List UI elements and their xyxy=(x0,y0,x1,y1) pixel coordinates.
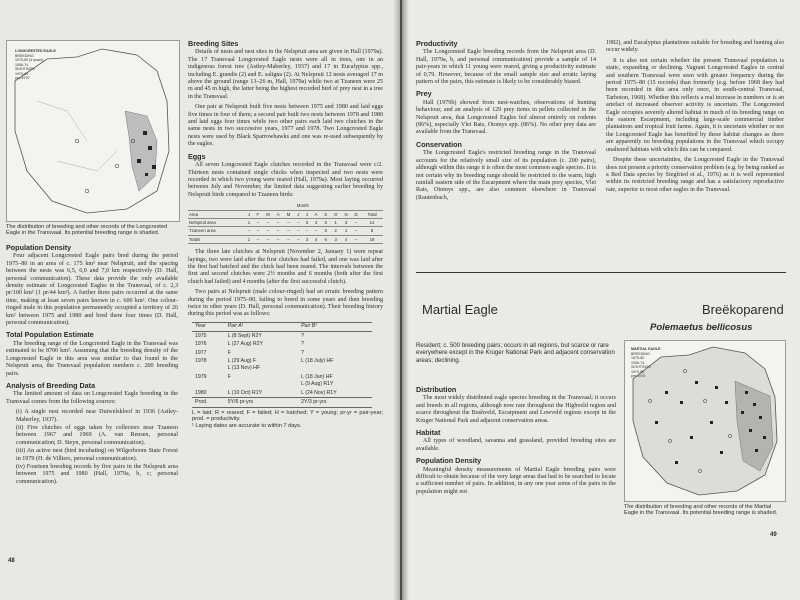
table-cell: – xyxy=(294,227,303,235)
table-cell: 1 xyxy=(245,218,254,226)
table-cell: – xyxy=(294,218,303,226)
column-header: Pair B¹ xyxy=(298,322,372,331)
productivity-heading: Productivity xyxy=(416,39,458,48)
table-cell: 3 xyxy=(341,218,351,226)
breeding-sites-text: Details of nests and nest sites in the Nelspruit area are given in Hall (1979a). The 17 Transvaal Longcrested Eagle nests were all in trees, one in an indigenous forest tree (Astley-Maberley, 1937) and 17 in Eucalyptus spp., including E. grandis (2) and E. saligna (2). At Nelspruit 12 nests averaged 17 m above the ground (range 13–26 m, Hall, 1979a) while two at Tzaneen were 25 m and 45 m high, the latter being the highest recorded bird of prey nest in a tree in the Transvaal. xyxy=(188,49,383,100)
table-cell: 19 xyxy=(361,235,383,243)
table-cell: 1 xyxy=(330,218,341,226)
prey-heading: Prey xyxy=(416,89,432,99)
map-caption: The distribution of breeding and other records of the Longcrested Eagle in the Transvaal. Its potential breeding range is shaded. xyxy=(6,224,168,237)
table-cell: Totals xyxy=(188,235,245,243)
legend-item: 1956-74 xyxy=(631,360,645,365)
table-cell: L (24 Nov) R1Y xyxy=(301,389,337,396)
legend-item: SIGHTINGS xyxy=(631,365,651,369)
right-page xyxy=(402,0,800,600)
table-cell: 3 xyxy=(321,218,331,226)
productivity-text: The Longcrested Eagle breeding records from the Nelspruit area (D. Hall, 1979a, b, and personal communication) provide a sample of 14 pair-years in which 11 young were reared, giving a productivity estimate of 0,79. However, because of the small sample size and erratic laying pattern of the pairs, this estimate is likely to be considerably biased. xyxy=(416,49,596,86)
area-label: Area xyxy=(188,210,245,218)
table-row xyxy=(192,389,372,398)
breeding-sites-text: One pair at Nelspruit built five nests between 1975 and 1980 and laid eggs five times in four of them; a second pair built two nests between 1978 and 1980 and laid eggs four times while two other pairs each laid two clutches in the same nests in two successive years, 1977 and 1978. Two Longcrested Eagle nests were used by Black Sparrowhawks and one was re-used subsequently by the eagles. xyxy=(188,104,383,148)
species-name-en: Martial Eagle xyxy=(422,302,498,317)
table-cell: – xyxy=(273,218,283,226)
page-number: 48 xyxy=(8,558,15,564)
breeding-sites-heading: Breeding Sites xyxy=(188,39,239,48)
table-cell: 1978 xyxy=(195,357,207,364)
month-header: J xyxy=(245,210,254,218)
table-cell: Tzaneen area xyxy=(188,227,245,235)
table-cell: – xyxy=(283,218,294,226)
month-header: M xyxy=(262,210,273,218)
table-footnote: L = laid; R = reared; F = failed; H = hatched; Y = young; pr-yr = pair-year; prod. = productivity. xyxy=(192,409,383,423)
month-header: F xyxy=(253,210,262,218)
table-cell: – xyxy=(253,227,262,235)
eggs-text: All seven Longcrested Eagle clutches recorded in the Transvaal were c/2. Thirteen nests contained single chicks when inspected and two nests were recorded in which two young were reared (Hall, 1979a). Most laying occurred between July and November, the limited data suggesting earlier breeding by Nelspruit birds compared to Tzaneen birds: xyxy=(188,162,383,198)
table-cell: ? xyxy=(301,341,304,348)
table-cell: L (10 Oct) R1Y xyxy=(227,389,263,396)
right-column-1 xyxy=(416,40,596,205)
month-header: A xyxy=(311,210,321,218)
species-name-af: Breëkoparend xyxy=(702,302,784,317)
table-cell: 5 xyxy=(361,227,383,235)
table-cell: 4 xyxy=(341,235,351,243)
conservation-text: It is also not certain whether the present Transvaal population is static, expanding or declining. Vagrant Longcrested Eagles in central and southern Transvaal were seen with greater frequency during the period 1975–80 (15 records) than formerly (e.g. before 1968 they had been recorded in this area only once, in south-central Transvaal, Tarboton, 1968). Whether this reflects a real increase in numbers or is an artefact of increased observer activity is uncertain. The Longcrested Eagle occupies severely altered habitat in much of its breeding range on the eastern Escarpment, including large-scale commercial timber plantations and tropical fruit farms. Again, it is uncertain whether or not the Longcrested Eagle has benefited by these habitat changes as there are apparently no breeding populations in the Transvaal which occupy unaltered habitats with which this can be compared. xyxy=(606,57,784,153)
species-divider xyxy=(416,272,786,273)
legend-item: 1975-80 xyxy=(631,356,645,360)
table-row xyxy=(192,357,372,373)
analysis-heading: Analysis of Breeding Data xyxy=(6,380,96,390)
eggs-heading: Eggs xyxy=(188,151,206,161)
table-row xyxy=(188,227,383,235)
page-number: 49 xyxy=(770,532,777,538)
map-legend xyxy=(631,347,660,379)
table-cell: – xyxy=(253,218,262,226)
table-cell: – xyxy=(262,227,273,235)
table-cell: 1 xyxy=(341,227,351,235)
table-cell: L (27 Aug) R2Y xyxy=(227,341,263,348)
table-cell: 2Y/3 pr-yrs xyxy=(301,398,327,405)
conservation-heading: Conservation xyxy=(416,139,462,149)
column-header: Pair A¹ xyxy=(225,322,298,331)
table-cell: – xyxy=(283,227,294,235)
laying-month-table xyxy=(188,202,383,244)
pop-density-text: Four adjacent Longcrested Eagle pairs bred during the period 1975–80 in an area of c. 175 km² near Nelspruit, and the spacing between the nests was 6,5, 6,0 and 7,0 km respectively (D. Hall, personal communication). These data provide the only available density estimate of Longcrested Eagles in the Transvaal, of c. 2,3 pr/100 km² (1 pr/44 km²). A further three pairs occurred at the same time, making at least seven pairs known in c. 600 km². One colour-ringed male in this population permanently occupied a territory of 26 km² between 1975 and 1980 and bred there four times (D. Hall, personal communication). xyxy=(6,253,178,327)
table-cell: – xyxy=(294,235,303,243)
table-cell: – xyxy=(311,227,321,235)
table-cell: 14 xyxy=(361,218,383,226)
list-item: (iv) Fourteen breeding records by five pairs in the Nelspruit area between 1975 and 1980 (Hall, 1979a, b, c; personal communication). xyxy=(16,463,178,485)
table-cell: Nelspruit area xyxy=(188,218,245,226)
list-item: (iii) An active nest (bird incubating) on Wilgerboom State Forest in 1979 (H. de Villiers, personal communication). xyxy=(16,448,178,462)
table-cell: ? xyxy=(301,332,304,339)
table-cell: 3 xyxy=(303,235,312,243)
table-footnote: ¹ Laying dates are accurate to within 7 days. xyxy=(192,422,302,429)
map-title: LONGCRESTED EAGLE xyxy=(15,49,56,53)
clutch-text: The three late clutches at Nelspruit (November 2, January 1) were repeat layings, two were laid after the first clutches had failed, and one was laid after the first had hatched and the chick had been reared. The intervals between the first and second clutches were 2½ months and 6 months (both after the first clutch had failed) and 4 months (after the first successful clutch). xyxy=(188,249,383,285)
legend-item: 1956-74 xyxy=(15,62,29,67)
table-row xyxy=(192,332,372,341)
left-column-1 xyxy=(6,240,178,487)
table-cell: Prod. xyxy=(195,398,208,405)
table-cell: 1975 xyxy=(195,332,207,339)
right-column-2 xyxy=(606,40,784,197)
month-label: Month xyxy=(245,202,361,210)
list-item: (i) A single nest recorded near Duiwelskloof in 1936 (Astley-Maberley, 1937). xyxy=(16,409,178,423)
table-cell: 3 xyxy=(330,235,341,243)
table-cell: 4 xyxy=(311,218,321,226)
habitat-text: All types of woodland, savanna and grassland, provided breeding sites are available. xyxy=(416,438,616,452)
legend-item: BREEDING xyxy=(15,53,34,58)
legend-item: pre-1970 xyxy=(631,374,646,378)
table-row xyxy=(192,398,372,407)
legend-item: 1975-80 (6 years) xyxy=(15,58,44,62)
total-label: Total xyxy=(361,210,383,218)
conservation-text: 1982), and Eucalyptus plantations suitable for breeding and hunting also occur widely. xyxy=(606,40,784,54)
month-header: J xyxy=(294,210,303,218)
month-header: O xyxy=(330,210,341,218)
table-cell: F xyxy=(227,373,231,380)
table-cell: 1976 xyxy=(195,341,207,348)
legend-item: 1970-80 xyxy=(631,369,645,374)
table-cell: F xyxy=(227,349,231,356)
conservation-text: Despite these uncertainties, the Longcrested Eagle in the Transvaal does not present a priority conservation problem (e.g. by being ranked as a Red Data species by Siegfried et al., 1976) as it is well represented within its restricted breeding range and has a satisfactory reproductive rate, superior to most other eagles in the Transvaal. xyxy=(606,157,784,193)
month-header: S xyxy=(321,210,331,218)
table-cell: – xyxy=(245,227,254,235)
table-cell: L (18 July) HF xyxy=(301,357,334,364)
table-cell: L (8 Sept) R2Y xyxy=(227,332,262,339)
table-cell: 1 xyxy=(245,235,254,243)
column-header: Year xyxy=(192,322,225,331)
month-header: A xyxy=(273,210,283,218)
martial-eagle-distribution-map xyxy=(624,340,786,502)
table-cell: ? xyxy=(301,349,304,356)
list-item: (ii) Five clutches of eggs taken by collectors near Tzaneen between 1967 and 1969 (A. van Rensen, personal communication; D. Steyn, personal communication). xyxy=(16,424,178,446)
distribution-heading: Distribution xyxy=(416,385,457,394)
total-pop-text: The breeding range of the Longcrested Eagle in the Transvaal was estimated to be 8700 km². Assuming that the breeding density of the Longcrested Eagle in this area was similar to that found in the Nelspruit area, the Transvaal population numbers c. 200 breeding pairs. xyxy=(6,340,178,377)
table-cell: 3 xyxy=(321,227,331,235)
species-name-scientific: Polemaetus bellicosus xyxy=(650,322,753,333)
table-row xyxy=(192,349,372,357)
map-caption: The distribution of breeding and other records of the Martial Eagle in the Transvaal. Its potential breeding range is shaded. xyxy=(624,504,778,517)
table-cell: – xyxy=(262,235,273,243)
map-title: MARTIAL EAGLE xyxy=(631,347,661,351)
pop-density-heading: Population Density xyxy=(416,456,482,466)
month-header: J xyxy=(303,210,312,218)
table-cell: L (18 Jan) HF L (9 Aug) R1Y xyxy=(301,373,334,388)
table-row xyxy=(192,341,372,349)
right-column-3 xyxy=(416,382,616,499)
table-cell: – xyxy=(351,218,361,226)
habitat-heading: Habitat xyxy=(416,428,441,438)
pair-history-table xyxy=(192,322,372,408)
table-cell: – xyxy=(273,227,283,235)
table-cell: – xyxy=(283,235,294,243)
map-legend xyxy=(15,49,56,81)
table-cell: 6 xyxy=(321,235,331,243)
conservation-text: The Longcrested Eagle's restricted breeding range in the Transvaal accounts for the relatively small size of its population (c. 200 pairs), although within this range it is often the most common eagle species. It is not certain why its breeding range should be restricted to the warm, high rainfall eastern side of the Escarpment where the main prey species, Vlei Rats, Otomys spp., are also common elsewhere in Transvaal (Rautenbach, xyxy=(416,150,596,201)
total-pop-heading: Total Population Estimate xyxy=(6,330,94,340)
distribution-text: The most widely distributed eagle species breeding in the Transvaal; it occurs and breeds in all regions, although now rare throughout the Highveld region and scarce throughout the Bushveld, Escarpment and Lowveld regions except in the Kruger National Park and adjacent conservation areas. xyxy=(416,395,616,424)
table-cell: – xyxy=(273,235,283,243)
table-cell: 2 xyxy=(330,227,341,235)
table-cell: – xyxy=(253,235,262,243)
legend-item: pre-1970 xyxy=(15,76,30,80)
left-column-2 xyxy=(188,40,383,429)
table-row xyxy=(192,373,372,389)
table-cell: 1979 xyxy=(195,373,207,380)
table-row xyxy=(188,235,383,243)
table-cell: 3 xyxy=(303,218,312,226)
table-row xyxy=(188,218,383,226)
sources-list xyxy=(6,409,178,486)
species-intro: Resident; c. 500 breeding pairs; occurs in all regions, but scarce or rare everywhere except in the Kruger National Park and adjacent conservation areas; declining. xyxy=(416,342,615,364)
pop-density-heading: Population Density xyxy=(6,243,72,252)
table-cell: 4 xyxy=(311,235,321,243)
table-cell: – xyxy=(262,218,273,226)
month-header: M xyxy=(283,210,294,218)
table-cell: 1977 xyxy=(195,349,207,356)
month-header: D xyxy=(351,210,361,218)
legend-item: SIGHTINGS xyxy=(15,67,35,71)
prey-text: Hall (1979b) showed from nest-watches, observations of hunting behaviour, and an analysis of 129 prey items in pellets collected in the Nelspruit area, that Longcrested Eagles fed almost entirely on rodents (86%), especially Vlei Rats, Otomys spp. (86%). No other prey data are available from the Transvaal. xyxy=(416,99,596,136)
legend-item: BREEDING xyxy=(631,351,650,356)
month-header: N xyxy=(341,210,351,218)
analysis-text: The limited amount of data on Longcrested Eagle breeding in the Transvaal comes from the following sources: xyxy=(6,391,178,405)
table-cell: – xyxy=(351,235,361,243)
clutch-text: Two pairs at Nelspruit (male colour-ringed) had an erratic breeding pattern during the period 1975–80, failing to breed in some years and then breeding twice in other years (D. Hall, personal communication). Their breeding history during this period was as follows: xyxy=(188,289,383,318)
longcrested-eagle-distribution-map xyxy=(6,40,180,222)
legend-item: 1970-80 xyxy=(15,71,29,76)
pop-density-text: Meaningful density measurements of Martial Eagle breeding pairs were difficult to obtain because of the very large areas that had to be searched to locate a sufficient number of pairs. In addition, in any one year some of the pairs in the population might not xyxy=(416,466,616,495)
table-cell: L (29 Aug) F L (13 Nov) HF xyxy=(227,357,261,372)
table-cell: 1980 xyxy=(195,389,207,396)
table-cell: – xyxy=(351,227,361,235)
table-cell: 5Y/6 pr-yrs xyxy=(227,398,254,405)
book-gutter xyxy=(393,0,409,600)
table-cell: – xyxy=(303,227,312,235)
